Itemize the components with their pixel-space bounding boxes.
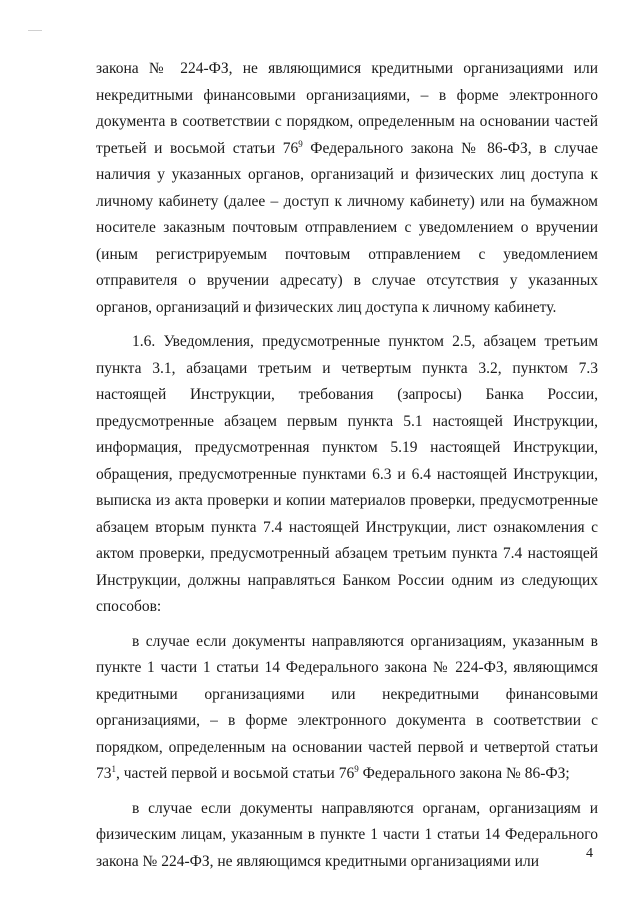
- paragraph: [96, 56, 598, 321]
- text-run: в случае если документы направляются организациям, указанным в пункте 1 части 1 статьи 14 Федерального закона № 224-ФЗ, являющимся кредитными организациями или некредитными финансовыми организациями, – в форме электронного документа в соответствии с порядком, определенным на основании частей первой и четвертой статьи 73: [96, 632, 598, 782]
- paragraph: [96, 629, 598, 788]
- text-run: в случае если документы направляются органам, организациям и физическим лицам, указанным в пункте 1 части 1 статьи 14 Федерального закона № 224-ФЗ, не являющимся кредитными организациями или: [96, 799, 598, 870]
- paragraph: [96, 796, 598, 876]
- text-run: Федерального закона № 86-ФЗ;: [358, 765, 570, 782]
- superscript: 1: [111, 763, 116, 774]
- text-run: закона № 224-ФЗ, не являющимися кредитными организациями или некредитными финансовыми организациями, – в форме электронного документа в соответствии с порядком, определенным на основании частей третьей и восьмой статьи 76: [96, 60, 598, 157]
- scan-mark: [28, 30, 42, 31]
- text-run: Федерального закона № 86-ФЗ, в случае наличия у указанных органов, организаций и физических лиц доступа к личному кабинету (далее – доступ к личному кабинету) или на бумажном носителе заказным почтовым отправлением с уведомлением о вручении (иным регистрируемым почтовым отправлением с уведомлением отправителя о вручении адресату) в случае отсутствия у указанных органов, организаций и физических лиц доступа к личному кабинету.: [96, 139, 598, 316]
- paragraph: [96, 329, 598, 621]
- text-run: 1.6. Уведомления, предусмотренные пунктом 2.5, абзацем третьим пункта 3.1, абзацами третьим и четвертым пункта 3.2, пунктом 7.3 настоящей Инструкции, требования (запросы) Банка России, предусмотренные абзацем первым пункта 5.1 настоящей Инструкции, информация, предусмотренная пунктом 5.19 настоящей Инструкции, обращения, предусмотренные пунктами 6.3 и 6.4 настоящей Инструкции, выписка из акта проверки и копии материалов проверки, предусмотренные абзацем вторым пункта 7.4 настоящей Инструкции, лист ознакомления с актом проверки, предусмотренный абзацем третьим пункта 7.4 настоящей Инструкции, должны направляться Банком России одним из следующих способов:: [96, 333, 598, 615]
- document-body: [96, 56, 598, 875]
- superscript: 9: [354, 763, 359, 774]
- text-run: , частей первой и восьмой статьи 76: [116, 765, 355, 782]
- superscript: 9: [298, 138, 303, 149]
- page-number: 4: [586, 846, 593, 861]
